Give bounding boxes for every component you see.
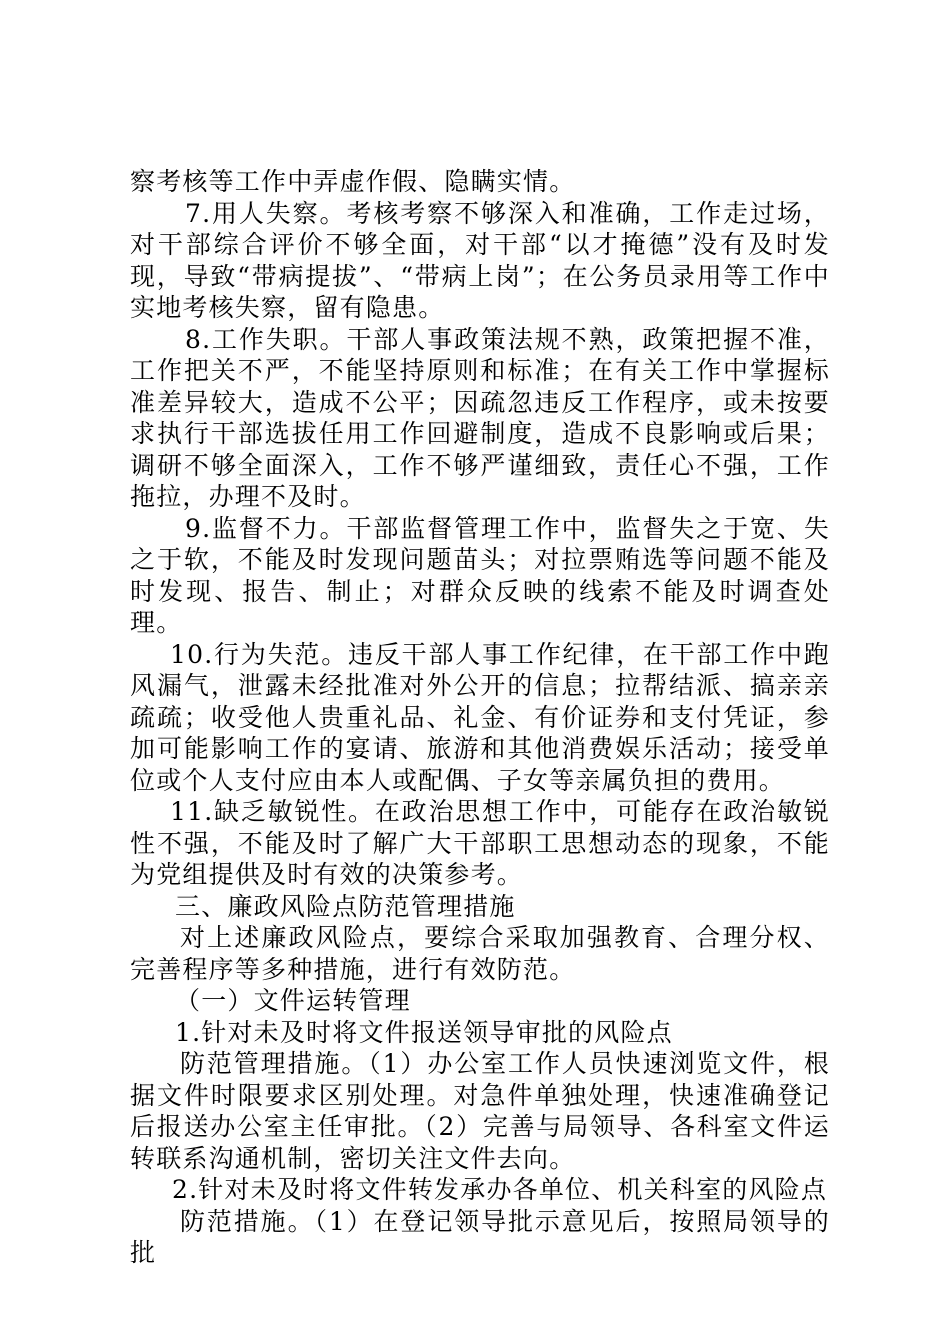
paragraph-continuation: 察考核等工作中弄虚作假、隐瞒实情。 [130, 167, 576, 196]
paragraph-item-7: 7.用人失察。考核考察不够深入和准确，工作走过场，对干部综合评价不够全面，对干部“以才掩德”没有及时发现，导致“带病提拔”、“带病上岗”；在公务员录用等工作中实地考核失察，留有隐患。 [130, 198, 830, 322]
paragraph-item-8: 8.工作失职。干部人事政策法规不熟，政策把握不准，工作把关不严，不能坚持原则和标准；在有关工作中掌握标准差异较大，造成不公平；因疏忽违反工作程序，或未按要求执行干部选拔任用工作回避制度，造成不良影响或后果；调研不够全面深入，工作不够严谨细致，责任心不强，工作拖拉，办理不及时。 [130, 324, 830, 511]
paragraph-item-11: 11.缺乏敏锐性。在政治思想工作中，可能存在政治敏锐性不强，不能及时了解广大干部职工思想动态的现象，不能为党组提供及时有效的决策参考。 [130, 797, 830, 889]
measures-paragraph-2: 防范措施。（1）在登记领导批示意见后，按照局领导的批 [130, 1206, 830, 1267]
risk-point-1: 1.针对未及时将文件报送领导审批的风险点 [175, 1017, 673, 1047]
section-heading-3: 三、廉政风险点防范管理措施 [175, 891, 516, 921]
measures-paragraph-1: 防范管理措施。（1）办公室工作人员快速浏览文件，根据文件时限要求区别处理。对急件单独处理，快速准确登记后报送办公室主任审批。（2）完善与局领导、各科室文件运转联系沟通机制，密切关注文件去向。 [130, 1049, 830, 1173]
document-page [130, 166, 830, 1269]
risk-point-2: 2.针对未及时将文件转发承办各单位、机关科室的风险点 [172, 1175, 828, 1204]
paragraph-item-10: 10.行为失范。违反干部人事工作纪律，在干部工作中跑风漏气，泄露未经批准对外公开的信息；拉帮结派、搞亲亲疏疏；收受他人贵重礼品、礼金、有价证券和支付凭证，参加可能影响工作的宴请、旅游和其他消费娱乐活动；接受单位或个人支付应由本人或配偶、子女等亲属负担的费用。 [130, 639, 830, 795]
subsection-heading-1: （一）文件运转管理 [175, 986, 411, 1015]
paragraph-intro: 对上述廉政风险点，要综合采取加强教育、合理分权、完善程序等多种措施，进行有效防范。 [130, 923, 830, 984]
paragraph-item-9: 9.监督不力。干部监督管理工作中，监督失之于宽、失之于软，不能及时发现问题苗头；对拉票贿选等问题不能及时发现、报告、制止；对群众反映的线索不能及时调查处理。 [130, 513, 830, 637]
